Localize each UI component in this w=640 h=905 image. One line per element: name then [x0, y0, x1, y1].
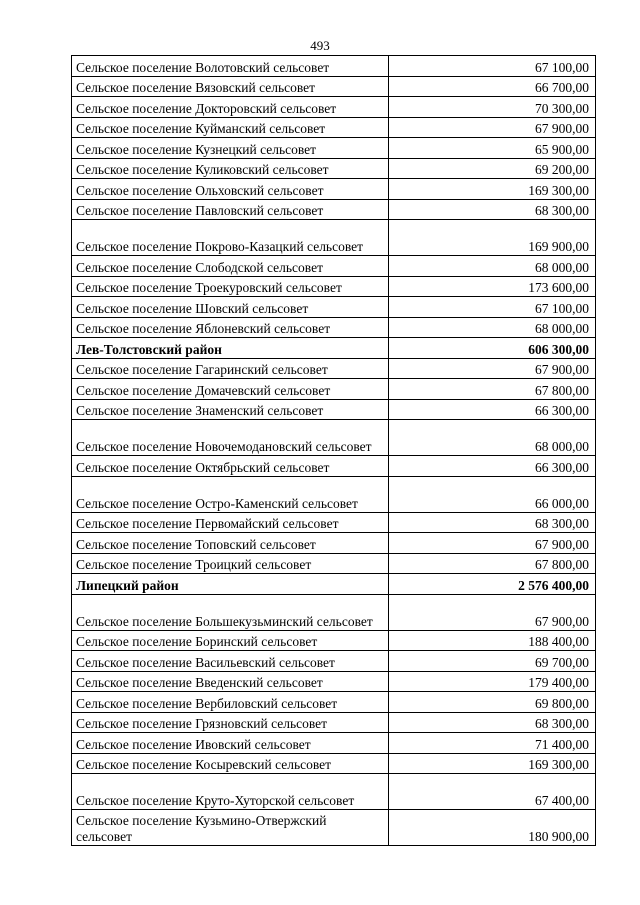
- table-row: [72, 630, 596, 651]
- table-row: [72, 651, 596, 672]
- district-name: Липецкий район: [72, 574, 389, 595]
- settlement-name: Сельское поселение Большекузьминский сельсовет: [72, 594, 389, 630]
- amount-value: 69 700,00: [389, 651, 596, 672]
- table-row: [72, 276, 596, 297]
- district-total-row: [72, 574, 596, 595]
- table-row: [72, 456, 596, 477]
- settlement-name: Сельское поселение Слободской сельсовет: [72, 256, 389, 277]
- table-row: [72, 553, 596, 574]
- table-row: [72, 399, 596, 420]
- settlement-name: Сельское поселение Вязовский сельсовет: [72, 76, 389, 97]
- table-row: [72, 76, 596, 97]
- district-total-value: 606 300,00: [389, 338, 596, 359]
- table-row: [72, 810, 596, 846]
- settlement-name: Сельское поселение Покрово-Казацкий сельсовет: [72, 220, 389, 256]
- amount-value: 71 400,00: [389, 733, 596, 754]
- settlement-name: Сельское поселение Топовский сельсовет: [72, 533, 389, 554]
- amount-value: 169 300,00: [389, 753, 596, 774]
- settlement-name: Сельское поселение Ольховский сельсовет: [72, 179, 389, 200]
- settlement-name: Сельское поселение Ивовский сельсовет: [72, 733, 389, 754]
- settlement-name: Сельское поселение Троицкий сельсовет: [72, 553, 389, 574]
- table-row: [72, 358, 596, 379]
- settlement-name: Сельское поселение Яблоневский сельсовет: [72, 317, 389, 338]
- settlement-name: Сельское поселение Куликовский сельсовет: [72, 158, 389, 179]
- table-row: [72, 317, 596, 338]
- table-row: [72, 97, 596, 118]
- amount-value: 66 700,00: [389, 76, 596, 97]
- settlement-name: Сельское поселение Круто-Хуторской сельсовет: [72, 774, 389, 810]
- settlement-name: Сельское поселение Домачевский сельсовет: [72, 379, 389, 400]
- amount-value: 66 300,00: [389, 399, 596, 420]
- amount-value: 179 400,00: [389, 671, 596, 692]
- amount-value: 68 300,00: [389, 512, 596, 533]
- table-row: [72, 256, 596, 277]
- table-row: [72, 379, 596, 400]
- settlement-name: Сельское поселение Новочемодановский сельсовет: [72, 420, 389, 456]
- amount-value: 66 300,00: [389, 456, 596, 477]
- settlement-name: Сельское поселение Вербиловский сельсовет: [72, 692, 389, 713]
- settlement-name: Сельское поселение Шовский сельсовет: [72, 297, 389, 318]
- table-row: [72, 692, 596, 713]
- settlement-name: Сельское поселение Куйманский сельсовет: [72, 117, 389, 138]
- amount-value: 66 000,00: [389, 476, 596, 512]
- settlement-name: Сельское поселение Боринский сельсовет: [72, 630, 389, 651]
- table-row: [72, 56, 596, 77]
- table-row: [72, 199, 596, 220]
- amount-value: 68 300,00: [389, 712, 596, 733]
- settlement-name: Сельское поселение Волотовский сельсовет: [72, 56, 389, 77]
- amount-value: 65 900,00: [389, 138, 596, 159]
- settlement-name: Сельское поселение Павловский сельсовет: [72, 199, 389, 220]
- amount-value: 67 100,00: [389, 56, 596, 77]
- amount-value: 67 100,00: [389, 297, 596, 318]
- amount-value: 67 900,00: [389, 117, 596, 138]
- table-row: [72, 533, 596, 554]
- amount-value: 67 900,00: [389, 358, 596, 379]
- amount-value: 67 800,00: [389, 553, 596, 574]
- table-row: [72, 712, 596, 733]
- settlement-name: Сельское поселение Грязновский сельсовет: [72, 712, 389, 733]
- table-row: [72, 158, 596, 179]
- table-row: [72, 420, 596, 456]
- table-row: [72, 297, 596, 318]
- table-row: [72, 512, 596, 533]
- amount-value: 188 400,00: [389, 630, 596, 651]
- amount-value: 67 800,00: [389, 379, 596, 400]
- table-row: [72, 594, 596, 630]
- amount-value: 68 000,00: [389, 317, 596, 338]
- amount-value: 68 300,00: [389, 199, 596, 220]
- page-number: 493: [310, 38, 330, 53]
- district-total-row: [72, 338, 596, 359]
- amount-value: 68 000,00: [389, 256, 596, 277]
- amount-value: 68 000,00: [389, 420, 596, 456]
- amount-value: 67 900,00: [389, 533, 596, 554]
- settlement-name: Сельское поселение Введенский сельсовет: [72, 671, 389, 692]
- settlement-name: Сельское поселение Кузнецкий сельсовет: [72, 138, 389, 159]
- settlement-name: Сельское поселение Первомайский сельсовет: [72, 512, 389, 533]
- settlement-name: Сельское поселение Остро-Каменский сельсовет: [72, 476, 389, 512]
- amount-value: 69 200,00: [389, 158, 596, 179]
- table-row: [72, 179, 596, 200]
- amount-value: 67 400,00: [389, 774, 596, 810]
- table-row: [72, 220, 596, 256]
- settlement-name: Сельское поселение Октябрьский сельсовет: [72, 456, 389, 477]
- settlement-name: Сельское поселение Знаменский сельсовет: [72, 399, 389, 420]
- table-row: [72, 476, 596, 512]
- settlement-name: Сельское поселение Кузьмино-Отвержский сельсовет: [72, 810, 389, 846]
- district-total-value: 2 576 400,00: [389, 574, 596, 595]
- table-row: [72, 774, 596, 810]
- district-name: Лев-Толстовский район: [72, 338, 389, 359]
- table-row: [72, 753, 596, 774]
- amount-value: 70 300,00: [389, 97, 596, 118]
- table-row: [72, 733, 596, 754]
- settlement-name: Сельское поселение Гагаринский сельсовет: [72, 358, 389, 379]
- amount-value: 180 900,00: [389, 810, 596, 846]
- settlement-name: Сельское поселение Троекуровский сельсовет: [72, 276, 389, 297]
- table-row: [72, 671, 596, 692]
- settlement-name: Сельское поселение Косыревский сельсовет: [72, 753, 389, 774]
- amount-value: 169 300,00: [389, 179, 596, 200]
- amount-value: 169 900,00: [389, 220, 596, 256]
- table-row: [72, 117, 596, 138]
- amount-value: 67 900,00: [389, 594, 596, 630]
- table-body: [72, 56, 596, 846]
- amount-value: 69 800,00: [389, 692, 596, 713]
- table-row: [72, 138, 596, 159]
- budget-table: [71, 55, 596, 846]
- amount-value: 173 600,00: [389, 276, 596, 297]
- settlement-name: Сельское поселение Васильевский сельсовет: [72, 651, 389, 672]
- settlement-name: Сельское поселение Докторовский сельсовет: [72, 97, 389, 118]
